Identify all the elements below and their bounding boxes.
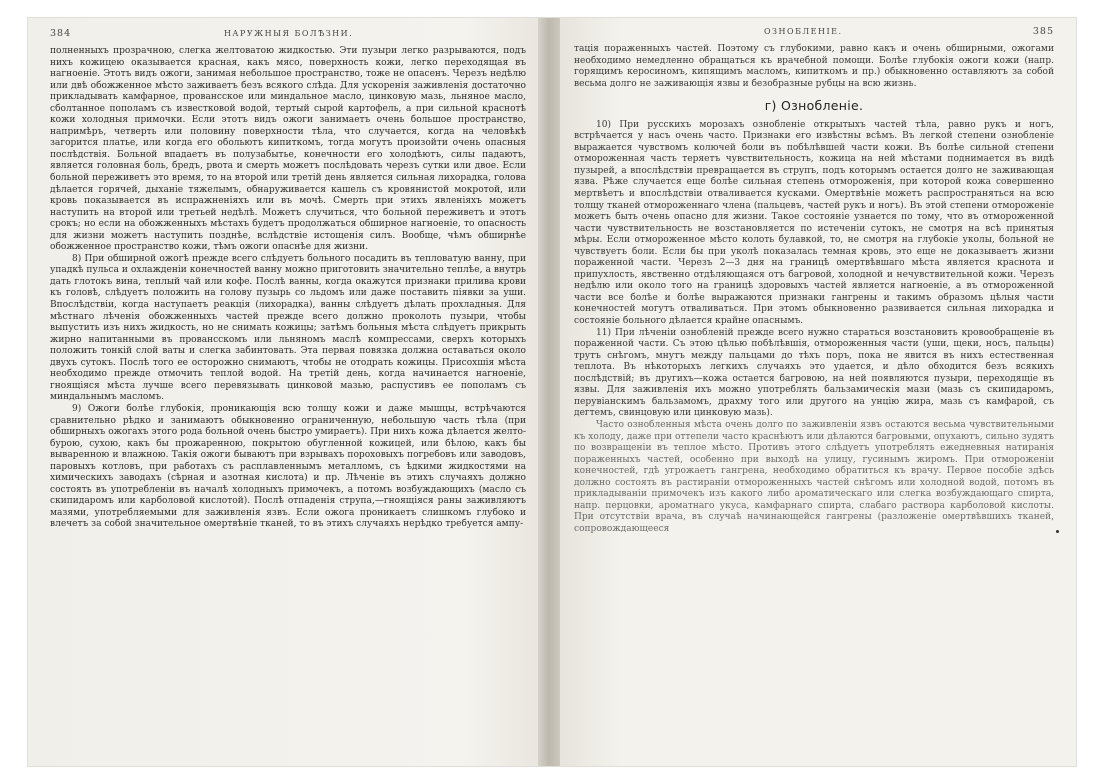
left-paragraph-1: полненныхъ прозрачною, слегка желтоватою жидкостью. Эти пузыри легко разрываются, подъ нихъ кожицею оказывается красная, какъ мясо, поверхность кожи, легко переходящая въ нагноеніе. Этотъ видъ ожоги, занимая небольшое пространство, тоже не опасенъ. Черезъ недѣлю или двѣ обожженное мѣсто заживаетъ безъ всякого слѣда. Для ускоренія заживленія достаточно прикладывать камфарное, провансское или миндальное масло, цинковую мазь, льняное масло, сболтанное пополамъ съ известковой водой, тертый сырой картофель, а при сильной краснотѣ кожи холодныя примочки. Если этотъ видъ ожоги занимаетъ очень большое пространство, напримѣръ, четверть или половину поверхности тѣла, что случается, когда на человѣкѣ загорится платье, или когда его обольютъ кипиткомъ, тогда могутъ произойти очень опасныя послѣдствія. Больной впадаетъ въ полузабытье, конечности его холодѣютъ, силы падаютъ, является головная боль, бредъ, рвота и смерть можетъ послѣдовать черезъ сутки или двое. Если больной переживетъ это время, то на второй или третій день является сильная лихорадка, голова дѣлается горячей, дыханіе тяжелымъ, обнаруживается кашель съ кровянистой мокротой, или кровь показывается въ испражненіяхъ или въ мочѣ. Смерть при этихъ явленіяхъ можетъ наступить на второй или третьей недѣлѣ. Можетъ случиться, что больной переживетъ и этотъ срокъ; но если на обожженныхъ мѣстахъ будетъ продолжаться обширное нагноеніе, то опасность для жизни можетъ наступить позднѣе, вслѣдствіе истощенія силъ. Вообще, чѣмъ обширнѣе обожженное пространство кожи, тѣмъ ожоги опаснѣе для жизни. (50, 46, 526, 253)
left-paragraph-3: 9) Ожоги болѣе глубокія, проникающія всю толщу кожи и даже мышцы, встрѣчаются сравнительно рѣдко и занимаютъ обыкновенно ограниченную, небольшую часть тѣла (при обширныхъ ожогахъ этого рода больной очень быстро умираетъ). При нихъ кожа дѣлается желто-бурою, сухою, какъ бы прожаренною, покрытою обугленной кожицей, или бѣлою, какъ бы вываренною и влажною. Такія ожоги бываютъ при взрывахъ пороховыхъ погребовъ или заводовъ, паровыхъ котловъ, при работахъ съ расплавленнымъ металломъ, съ ѣдкими жидкостями на химическихъ заводахъ (сѣрная и азотная кислота) и пр. Лѣченіе въ этихъ случаяхъ должно состоять въ употребленіи въ началѣ холодныхъ примочекъ, а потомъ возбуждающихъ (масло съ скипидаромъ или карболовой кислотой). Послѣ отпаденія струпа,—гноящіяся раны заживляютъ мазями, употребляемыми для заживленія язвъ. Если ожога проникаетъ слишкомъ глубоко и влечетъ за собой значительное омертвѣніе тканей, то въ этихъ случаяхъ нерѣдко требуется ампу- (50, 403, 526, 530)
left-page-body (50, 46, 526, 531)
right-intro-paragraph: тація пораженныхъ частей. Поэтому съ глубокими, равно какъ и очень обширными, ожогами необходимо немедленно обращаться къ врачебной помощи. Болѣе глубокія ожоги кожи (напр. горящимъ керосиномъ, кипящимъ масломъ, кипиткомъ и пр.) обыкновенно оставляютъ за собой весьма долго не заживающія язвы и безобразные рубцы на всю жизнь. (574, 44, 1054, 89)
left-paragraph-2: 8) При обширной ожогѣ прежде всего слѣдуетъ больного посадить въ тепловатую ванну, при упадкѣ пульса и охлажденіи конечностей ванну можно приготовить значительно теплѣе, а внутрь дать глотокъ вина, теплый чай или кофе. Послѣ ванны, когда окажутся признаки прилива крови къ головѣ, слѣдуетъ положить на голову пузырь со льдомъ или даже поставить піявки за уши. Впослѣдствіи, когда наступаетъ реакція (лихорадка), ванны слѣдуетъ дѣлать прохладныя. Для мѣстнаго лѣченія обожженныхъ частей прежде всего должно проколоть пузыри, чтобы выпустить изъ нихъ жидкость, но не снимать кожицы; затѣмъ больныя мѣста слѣдуетъ прикрыть жирно напитанными въ провансскомъ или льняномъ маслѣ компрессами, сверхъ которыхъ положить тонкій слой ваты и слегка забинтовать. Эта первая повязка должна оставаться около двухъ сутокъ. Послѣ того ее осторожно снимаютъ, чтобы не отодрать кожицы. Присохшія мѣста необходимо прежде отмочить теплой водой. На третій день, когда начинается нагноеніе, гноящіяся мѣста лучше всего перевязывать цинковой мазью, распустивъ ее пополамъ съ миндальнымъ масломъ. (50, 253, 526, 403)
right-page-body (574, 44, 1054, 535)
section-title: г) Ознобленіе. (764, 98, 864, 114)
ink-speck (1056, 530, 1059, 533)
book-gutter (538, 18, 562, 766)
right-page-number: 385 (1032, 26, 1054, 37)
left-running-title: НАРУЖНЫЯ БОЛѢЗНИ. (223, 29, 354, 38)
right-running-head (574, 26, 1054, 40)
left-page-number: 384 (50, 28, 72, 39)
right-paragraph-2: 11) При лѣченіи ознобленій прежде всего нужно стараться возстановить кровообращеніе въ пораженной части. Съ этою цѣлью побѣлѣвшія, отмороженныя части (уши, щеки, носъ, пальцы) трутъ снѣгомъ, мнутъ между пальцами до тѣхъ поръ, пока не явится въ нихъ естественная теплота. Въ нѣкоторыхъ легкихъ случаяхъ это удается, и дѣло обходится безъ всякихъ послѣдствій; въ другихъ—кожа остается багровою, на ней появляются пузыри, переходящіе въ язвы. Для заживленія ихъ можно употреблять бальзамическія мази (мазь съ скипидаромъ, перувіанскимъ бальзамомъ, драхму того или другого на унцію жира, мазь съ камфарой, съ дегтемъ, свинцовую или цинковую мазь). (574, 327, 1054, 419)
right-paragraph-1: 10) При русскихъ морозахъ ознобленіе открытыхъ частей тѣла, равно рукъ и ногъ, встрѣчается у насъ очень часто. Признаки его извѣстны всѣмъ. Въ легкой степени ознобленіе выражается чувствомъ колючей боли въ побѣлѣвшей части кожи. Въ болѣе сильной степени отмороженная часть теряетъ чувствительность, кожица на ней мѣстами поднимается въ видѣ пузырей, а впослѣдствіи превращается въ струпъ, подъ которымъ остается долго не заживающая язва. Рѣже случается еще болѣе сильная степень отмороженія, при которой кожа совершенно мертвѣетъ и впослѣдствіи отваливается кусками. Омертвѣніе можетъ распространяться на всю толщу тканей отмороженнаго члена (пальцевъ, частей рукъ и ногъ). Въ этой степени отмороженіе можетъ быть очень опасно для жизни. Такое состояніе узнается по тому, что въ отмороженной части чувствительность не возстановляется по истеченіи сутокъ, не смотря на всѣ принятыя мѣры. Если отмороженное мѣсто колоть булавкой, то, не смотря на глубокіе уколы, больной не чувствуетъ боли. Если бы при уколѣ показалась темная кровь, это еще не доказываетъ жизни пораженной части. Черезъ 2—3 дня на границѣ омертвѣвшаго мѣста является краснота и припухлость, явственно отдѣляющаяся отъ багровой, холодной и нечувствительной кожи. Черезъ недѣлю или около того на границѣ здоровыхъ частей является нагноеніе, а въ отмороженной части все болѣе и болѣе выражаются признаки гангрены и такимъ образомъ цѣлыя части конечностей могутъ отваливаться. При этомъ обыкновенно развивается сильная лихорадка и состояніе больного дѣлается крайне опаснымъ. (574, 119, 1054, 327)
right-paragraph-3: Часто ознобленныя мѣста очень долго по заживленіи язвъ остаются весьма чувствительными къ холоду, даже при оттепели часто краснѣютъ или дѣлаются багровыми, опухаютъ, сильно зудятъ по возвращеніи въ теплое мѣсто. Противъ этого слѣдуетъ употреблять ежедневныя натиранія пораженныхъ частей, особенно при выходѣ на улицу, гусинымъ жиромъ. При отмороженіи конечностей, гдѣ угрожаетъ гангрена, необходимо обратиться къ врачу. Первое пособіе здѣсь должно состоять въ растираніи отмороженныхъ частей снѣгомъ или холодной водой, потомъ въ прикладываніи примочекъ изъ какого либо ароматическаго или слегка возбуждающаго спирта, напр. перцовки, ароматнаго укуса, камфарнаго спирта, слабаго раствора карболовой кислоты. При отсутствіи врача, въ случаѣ начинающейся гангрены (разложеніе омертвѣвшихъ тканей, сопровождающееся (574, 419, 1054, 534)
left-running-head (50, 28, 526, 42)
right-page (560, 18, 1076, 766)
book-spread (28, 18, 1076, 766)
right-running-title: ОЗНОБЛЕНІЕ. (764, 27, 843, 36)
left-page (28, 18, 540, 766)
